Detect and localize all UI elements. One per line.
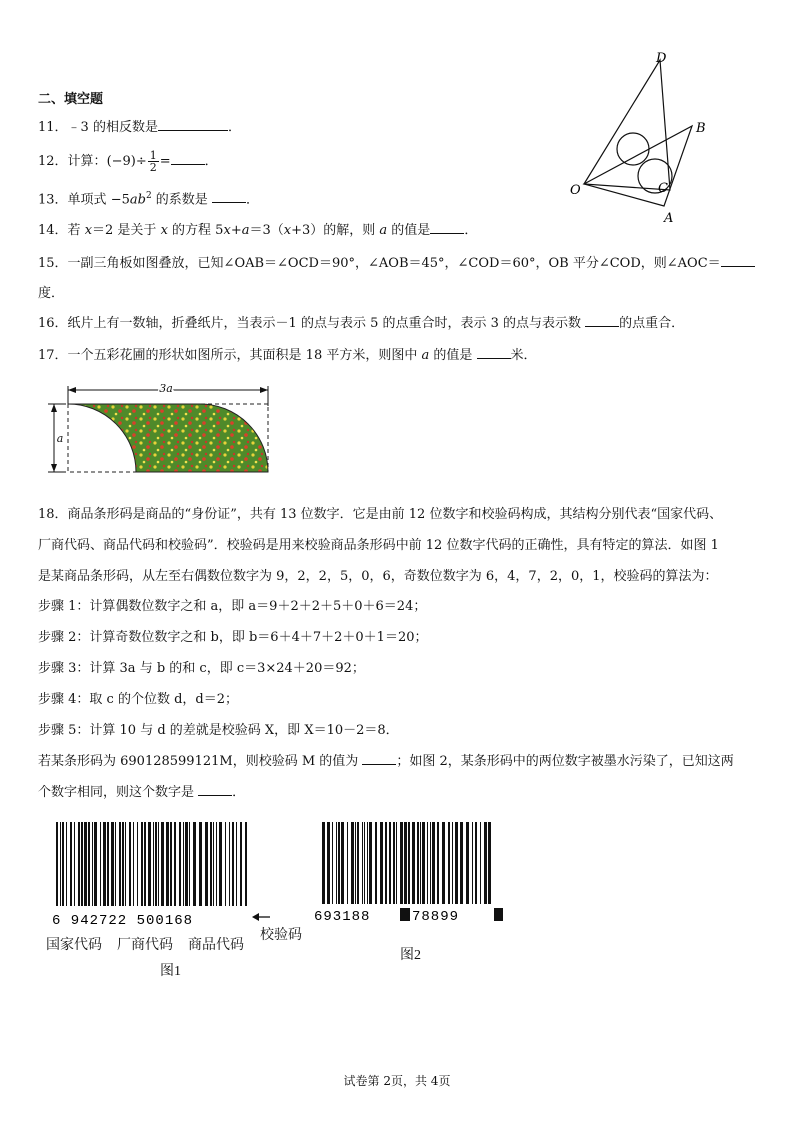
question-11 (38, 118, 241, 138)
q18-step1: 步骤 1：计算偶数位数字之和 a，即 a＝9＋2＋2＋5＋0＋6＝24； (38, 599, 427, 614)
barcode-stripe (412, 822, 415, 904)
barcode-stripe (364, 822, 365, 904)
q14-tail: ． (464, 223, 478, 238)
q18-line4 (38, 752, 734, 772)
q12-tail: ． (204, 154, 218, 169)
q14-x1: x (84, 223, 93, 238)
q13-number: 13． (38, 192, 68, 208)
barcode-stripe (367, 822, 368, 904)
q14-t3: 的方程 5 (167, 223, 224, 238)
barcode-stripe (111, 822, 114, 906)
q13-sup: 2 (145, 191, 152, 201)
q11-text: ﹣3 的相反数是 (67, 120, 158, 135)
question-18-line1 (38, 505, 722, 525)
barcode-stripe (78, 822, 80, 906)
question-14 (38, 221, 477, 241)
q18-l4a: 若某条形码为 690128599121M，则校验码 M 的值为 (38, 754, 363, 769)
section-title: 二、填空题 (38, 92, 104, 107)
barcode-stripe (74, 822, 75, 906)
arrow-down-icon (51, 464, 57, 472)
barcode-stripe (100, 822, 101, 906)
q12-number: 12． (38, 154, 68, 169)
barcode-stripe (205, 822, 208, 906)
barcode-2-digits-a: 693188 (314, 909, 371, 924)
q18-step3: 步骤 3：计算 3a 与 b 的和 c，即 c＝3×24＋20＝92； (38, 661, 365, 676)
barcode-stripe (357, 822, 359, 904)
label-a: A (664, 211, 674, 226)
q12-frac-num: 1 (149, 149, 157, 162)
question-15 (38, 254, 755, 274)
barcode-stripe (452, 822, 453, 904)
barcode-stripe (355, 822, 356, 904)
question-12 (38, 150, 218, 173)
label-manufacturer-code: 厂商代码 (117, 938, 173, 953)
q13-coef: −5 (110, 192, 130, 208)
q14-x4: x (283, 223, 292, 238)
barcode-stripe (362, 822, 363, 904)
barcode-stripe (327, 822, 330, 904)
barcode-2-digits-b: 78899 (412, 909, 460, 924)
barcode-stripe (430, 822, 431, 904)
barcode-1-bars (56, 822, 247, 906)
q11-number: 11． (38, 120, 68, 135)
q14-t7: 的值是 (387, 223, 431, 238)
barcode-stripe (70, 822, 72, 906)
q18-blank-2[interactable] (198, 783, 232, 796)
barcode-stripe (336, 822, 337, 904)
label-d: D (656, 51, 667, 66)
q18-l4b: ；如图 2，某条形码中的两位数字被墨水污染了，已知这两 (396, 754, 734, 769)
barcode-stripe (125, 822, 126, 906)
q18-l3: 是某商品条形码，从左至右偶数位数字为 9，2，2，5，0，6，奇数位数字为 6，4，7，2，0，1，校验码的算法为： (38, 569, 718, 584)
q16-number: 16． (38, 316, 68, 331)
barcode-stripe (174, 822, 176, 906)
barcode-stripe (422, 822, 425, 904)
barcode-stripe (322, 822, 325, 904)
barcode-stripe (332, 822, 333, 904)
garden-figure (40, 380, 280, 480)
barcode-stripe (351, 822, 354, 904)
q13-blank[interactable] (212, 190, 246, 203)
q18-l5a: 个数字相同，则这个数字是 (38, 785, 199, 800)
circle-upper (617, 133, 649, 165)
q17-number: 17． (38, 348, 68, 363)
barcode-stripe (94, 822, 97, 906)
q13-text-b: 的系数是 (151, 192, 212, 208)
barcode-stripe (189, 822, 190, 906)
q15-blank[interactable] (721, 254, 755, 267)
q18-line5 (38, 783, 245, 803)
barcode-1 (46, 820, 262, 926)
q17-blank[interactable] (477, 346, 511, 359)
barcode-stripe (396, 822, 397, 904)
q12-eq: = (159, 154, 171, 169)
barcode-stripe (385, 822, 387, 904)
barcode-stripe (144, 822, 146, 906)
q18-blank-1[interactable] (362, 752, 396, 765)
barcode-stripe (466, 822, 469, 904)
barcode-stripe (408, 822, 410, 904)
arrow-up-icon (51, 404, 57, 412)
barcode-stripe (448, 822, 450, 904)
barcode-stripe (119, 822, 121, 906)
barcode-stripe (442, 822, 445, 904)
barcode-stripe (341, 822, 344, 904)
barcode-stripe (183, 822, 184, 906)
barcode-stripe (88, 822, 90, 906)
q14-t1: 若 (67, 223, 85, 238)
barcode-stripe (158, 822, 159, 906)
q14-blank[interactable] (430, 221, 464, 234)
q18-l1: 商品条形码是商品的“身份证”，共有 13 位数字．它是由前 12 位数字和校验码构成，其结构分别代表“国家代码、 (67, 507, 723, 522)
barcode-stripe (199, 822, 202, 906)
barcode-stripe (393, 822, 395, 904)
barcode-stripe (141, 822, 143, 906)
barcode-stripe (488, 822, 491, 904)
question-16 (38, 314, 684, 334)
barcode-stripe (103, 822, 106, 906)
q17-t2: 的值是 (429, 348, 477, 363)
triangle-figure (560, 46, 720, 230)
q18-step4: 步骤 4：取 c 的个位数 d，d＝2； (38, 692, 238, 707)
q16-text: 纸片上有一数轴，折叠纸片，当表示－1 的点与表示 5 的点重合时，表示 3 的点与表示数 (67, 316, 586, 331)
barcode-stripe (92, 822, 93, 906)
figure-1-caption: 图1 (160, 964, 181, 979)
barcode-stripe (137, 822, 138, 906)
barcode-stripe (347, 822, 348, 904)
q16-tail: 的点重合． (619, 316, 685, 331)
q14-a2: a (379, 223, 388, 238)
barcode-stripe (210, 822, 212, 906)
garden-top-label: 3a (159, 382, 173, 395)
barcode-2-bars (322, 822, 491, 904)
page-footer: 试卷第 2页，共 4页 (343, 1074, 451, 1088)
q12-frac-den: 2 (149, 161, 157, 174)
question-17 (38, 346, 537, 366)
barcode-stripe (417, 822, 419, 904)
q13-var: ab (129, 192, 146, 208)
barcode-stripe (480, 822, 481, 904)
barcode-stripe (338, 822, 340, 904)
label-product-code: 商品代码 (188, 938, 244, 953)
label-o: O (570, 183, 581, 198)
barcode-stripe (193, 822, 196, 906)
barcode-stripe (213, 822, 214, 906)
q16-blank[interactable] (585, 314, 619, 327)
barcode-stripe (389, 822, 391, 904)
barcode-stripe (432, 822, 435, 904)
barcode-stripe (229, 822, 230, 906)
q15-line2: 度． (38, 286, 65, 301)
barcode-1-digits: 6 942722 500168 (52, 913, 194, 926)
barcode-stripe (225, 822, 226, 906)
barcode-stripe (84, 822, 87, 906)
q15-line1: 一副三角板如图叠放，已知∠OAB＝∠OCD＝90°，∠AOB＝45°，∠COD＝60°，OB 平分∠COD，则∠AOC＝ (67, 256, 721, 271)
barcode-stripe (236, 822, 237, 906)
barcode-stripe (232, 822, 234, 906)
barcode-stripe (369, 822, 372, 904)
q14-number: 14． (38, 223, 68, 238)
check-arrow-icon (252, 910, 270, 924)
triangle-oab (584, 126, 692, 206)
q11-tail: ． (227, 120, 241, 135)
barcode-stripe (56, 822, 58, 906)
q12-fraction (148, 150, 159, 173)
q14-x3: x (223, 223, 231, 238)
barcode-stripe (185, 822, 188, 906)
barcode-stripe (484, 822, 487, 904)
barcode-stripe (179, 822, 181, 906)
barcode-2 (312, 820, 508, 924)
barcode-stripe (216, 822, 217, 906)
barcode-stripe (455, 822, 458, 904)
barcode-stripe (460, 822, 463, 904)
label-b: B (696, 121, 706, 136)
q14-t5: ＝3（ (249, 223, 284, 238)
q14-t2: ＝2 是关于 (92, 223, 161, 238)
barcode-stripe (219, 822, 222, 906)
flower-bed (68, 404, 268, 472)
barcode-stripe (153, 822, 154, 906)
label-country-code: 国家代码 (46, 938, 102, 953)
barcode-stripe (245, 822, 247, 906)
q17-a: a (421, 348, 430, 363)
barcode-stripe (400, 822, 403, 904)
barcode-stripe (427, 822, 428, 904)
figure-2-caption: 图2 (400, 948, 421, 963)
barcode-stripe (240, 822, 242, 906)
question-13 (38, 186, 259, 210)
barcode-stripe (437, 822, 439, 904)
label-check-code: 校验码 (260, 928, 302, 943)
q18-l2: 厂商代码、商品代码和校验码”．校验码是用来校验商品条形码中前 12 位数字代码的正确性，具有特定的算法．如图 1 (38, 538, 719, 553)
q14-t6: +3）的解，则 (291, 223, 380, 238)
barcode-stripe (375, 822, 377, 904)
q14-t4: + (230, 223, 242, 238)
label-c: C (658, 181, 668, 196)
barcode-stripe (62, 822, 64, 906)
q18-l5b: ． (232, 785, 246, 800)
barcode-stripe (60, 822, 61, 906)
barcode-stripe (161, 822, 164, 906)
barcode-stripe (107, 822, 109, 906)
barcode-stripe (148, 822, 151, 906)
q14-x2: x (160, 223, 168, 238)
q13-tail: ． (245, 192, 259, 208)
q14-a1: a (241, 223, 250, 238)
q17-tail: 米． (510, 348, 537, 363)
barcode-stripe (155, 822, 157, 906)
q12-prefix: 计算： (67, 154, 107, 169)
barcode-stripe (380, 822, 383, 904)
barcode-stripe (129, 822, 131, 906)
q15-number: 15． (38, 256, 68, 271)
q18-number: 18． (38, 507, 68, 522)
triangle-ocd (584, 60, 670, 190)
q12-expr: (−9)÷ (106, 154, 147, 169)
barcode-stripe (166, 822, 169, 906)
q12-blank[interactable] (171, 152, 205, 165)
arrow-left-icon (68, 387, 76, 393)
q13-text-a: 单项式 (67, 192, 111, 208)
arrow-right-icon (260, 387, 268, 393)
barcode-stripe (472, 822, 473, 904)
barcode-stripe (404, 822, 407, 904)
barcode-stripe (66, 822, 67, 906)
q18-step2: 步骤 2：计算奇数位数字之和 b，即 b＝6＋4＋7＋2＋0＋1＝20； (38, 630, 428, 645)
barcode-stripe (475, 822, 477, 904)
barcode-stripe (81, 822, 83, 906)
barcode-stripe (133, 822, 134, 906)
q18-step5: 步骤 5：计算 10 与 d 的差就是校验码 X，即 X＝10－2＝8． (38, 723, 399, 738)
barcode-stripe (170, 822, 172, 906)
q17-t1: 一个五彩花圃的形状如图所示，其面积是 18 平方米，则图中 (67, 348, 422, 363)
barcode-stripe (115, 822, 116, 906)
barcode-stripe (420, 822, 421, 904)
ink-blot-2 (494, 908, 503, 921)
ink-blot-1 (400, 908, 410, 921)
garden-left-label: a (56, 432, 64, 445)
barcode-stripe (122, 822, 124, 906)
q11-blank[interactable] (158, 118, 228, 131)
